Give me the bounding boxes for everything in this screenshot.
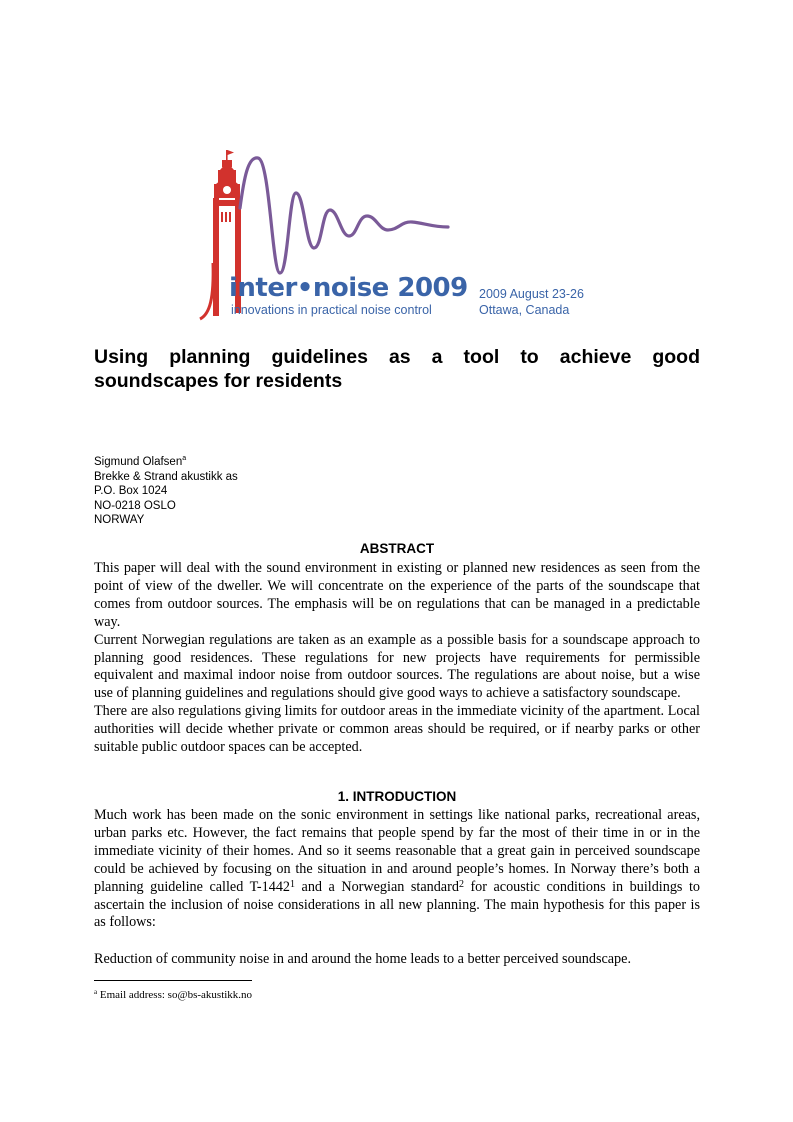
author-country: NORWAY bbox=[94, 514, 145, 526]
conference-brand: inter•noise 2009 bbox=[229, 273, 468, 303]
conference-date: 2009 August 23-26 bbox=[479, 287, 584, 301]
author-footnote-marker: a bbox=[182, 455, 187, 462]
abstract-heading: ABSTRACT bbox=[359, 541, 435, 556]
conference-tagline: innovations in practical noise control bbox=[231, 303, 432, 317]
author-affiliation: Brekke & Strand akustikk as bbox=[94, 470, 238, 483]
author-address-line2: NO-0218 OSLO bbox=[94, 499, 176, 512]
reference-2: 2 bbox=[458, 878, 464, 890]
introduction-paragraph-1: Much work has been made on the sonic environment in settings like national parks, recreational areas, urban parks etc. However, the fact remains that people spend by far the most of their time in or in the immediate vicinity of their homes. And so it seems reasonable that a great gain in perceived soundscape could be achieved by focusing on the situation in and around people’s homes. In Norway there’s both a planning guideline called T-1442$^1$ and a Norwegian standard$^2$ for acoustic conditions in buildings to ascertain the inclusion of noise considerations in all new planning. The main hypothesis for this paper is as follows: bbox=[94, 807, 700, 931]
footnote-divider bbox=[94, 980, 252, 981]
logo-sweep bbox=[200, 263, 213, 319]
reference-1: 1 bbox=[290, 878, 296, 890]
hypothesis-statement: Reduction of community noise in and around the home leads to a better perceived soundscape. bbox=[94, 951, 631, 967]
footnote-text: Email address: so@bs-akustikk.no bbox=[97, 989, 253, 1001]
abstract-body bbox=[94, 560, 700, 757]
author-name: Sigmund Olafsen bbox=[94, 456, 183, 468]
abstract-paragraph-2: Current Norwegian regulations are taken as an example as a possible basis for a soundscape approach to planning good residences. These regulations for new projects have requirements for permissible equivalent and maximal indoor noise from outdoor sources. The regulations are about noise, but a wise use of planning guidelines and regulations should give good ways to achieve a satisfactory soundscape. bbox=[94, 631, 700, 702]
footnote-marker: a bbox=[94, 988, 98, 996]
author-block bbox=[94, 455, 238, 528]
paper-title: Using planning guidelines as a tool to achieve good soundscapes for residents bbox=[94, 346, 700, 392]
abstract-paragraph-3: There are also regulations giving limits for outdoor areas in the immediate vicinity of the apartment. Local authorities will decide whether private or common areas should be required, or if nearby parks or other suitable public outdoor spaces can be accepted. bbox=[94, 703, 700, 756]
introduction-heading: 1. INTRODUCTION bbox=[337, 789, 457, 804]
conference-location: Ottawa, Canada bbox=[479, 303, 570, 317]
abstract-paragraph-1: This paper will deal with the sound environment in existing or planned new residences as seen from the point of view of the dweller. We will concentrate on the experience of the parts of the soundscape that comes from outdoor sources. The emphasis will be on regulations that can be managed in a predictable way. bbox=[94, 560, 700, 630]
introduction-body bbox=[94, 807, 700, 932]
conference-logo bbox=[196, 148, 616, 323]
footnote bbox=[94, 989, 252, 1001]
author-address-line1: P.O. Box 1024 bbox=[94, 485, 168, 497]
soundwave-line bbox=[240, 158, 448, 273]
